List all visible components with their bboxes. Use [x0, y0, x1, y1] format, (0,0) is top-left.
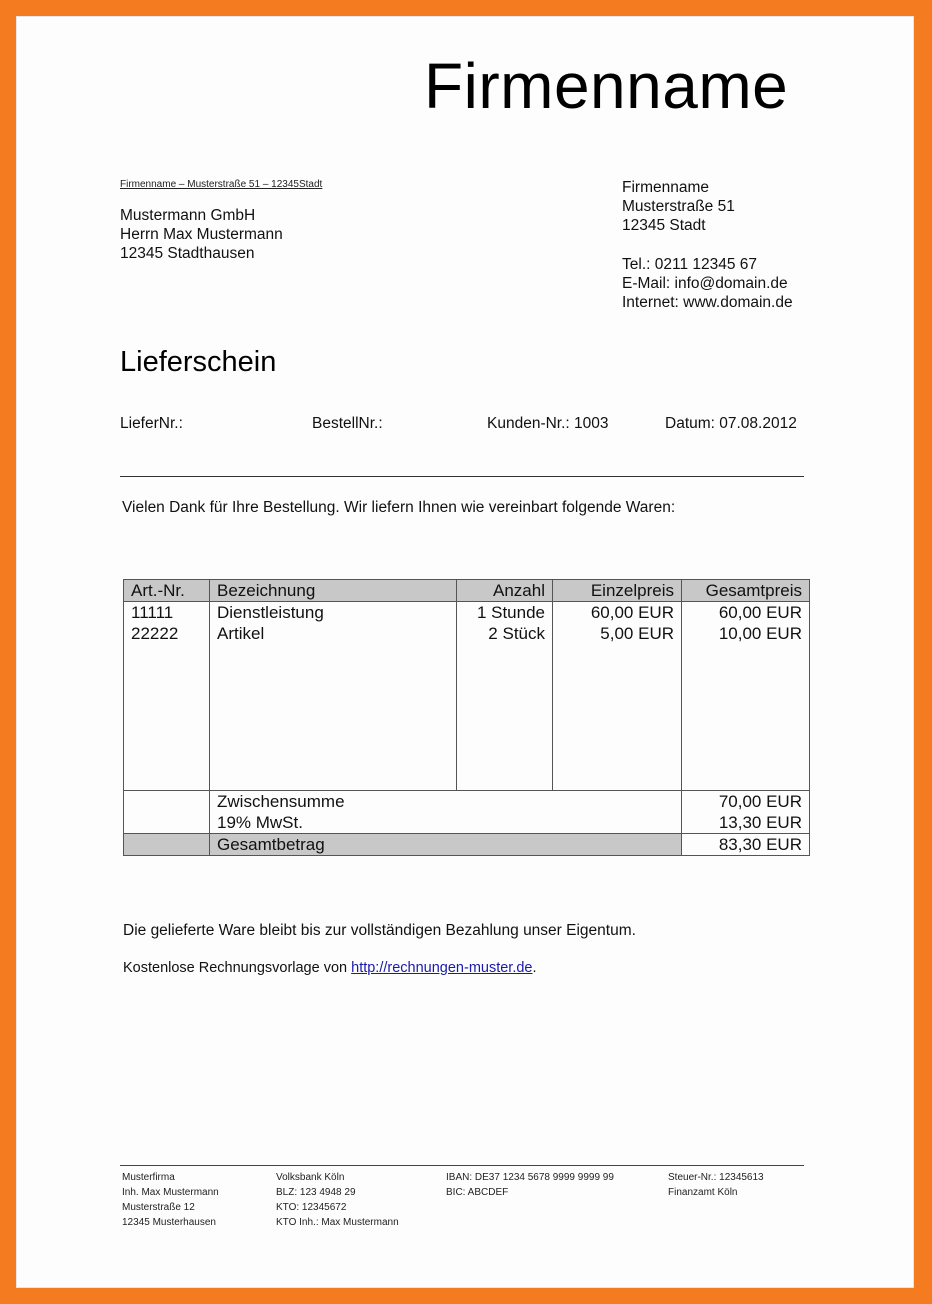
total-label: Gesamtbetrag [210, 834, 682, 856]
table-row [124, 602, 810, 624]
company-website: Internet: www.domain.de [622, 294, 793, 311]
order-number-label: BestellNr.: [312, 415, 383, 432]
footer-company-line: Inh. Max Mustermann [122, 1187, 219, 1198]
header-einzelpreis: Einzelpreis [553, 580, 682, 602]
row2-gesamtpreis: 10,00 EUR [682, 623, 810, 644]
footer-bic-line: BIC: ABCDEF [446, 1187, 509, 1198]
subtotal-value: 70,00 EUR [718, 792, 802, 811]
table-row [124, 623, 810, 644]
footer-bank-line: KTO Inh.: Max Mustermann [276, 1217, 399, 1228]
company-phone: Tel.: 0211 12345 67 [622, 256, 758, 273]
recipient-address [120, 206, 283, 263]
total-value: 83,30 EUR [682, 834, 810, 856]
company-street: Musterstraße 51 [622, 198, 735, 215]
separator-line [120, 476, 804, 477]
row1-einzelpreis: 60,00 EUR [553, 602, 682, 624]
tax-label: 19% MwSt. [217, 813, 303, 832]
company-email: E-Mail: info@domain.de [622, 275, 788, 292]
document-date: Datum: 07.08.2012 [665, 415, 797, 432]
recipient-company: Mustermann GmbH [120, 207, 256, 224]
document-page [16, 16, 914, 1288]
footer-bank-line: BLZ: 123 4948 29 [276, 1187, 356, 1198]
template-note [123, 960, 537, 976]
header-art-nr: Art.-Nr. [124, 580, 210, 602]
recipient-person: Herrn Max Mustermann [120, 226, 283, 243]
row1-anzahl: 1 Stunde [457, 602, 553, 624]
row2-bezeichnung: Artikel [210, 623, 457, 644]
footer-iban-line: IBAN: DE37 1234 5678 9999 9999 99 [446, 1172, 614, 1183]
intro-text: Vielen Dank für Ihre Bestellung. Wir liefern Ihnen wie vereinbart folgende Waren: [122, 499, 676, 516]
total-row [124, 834, 810, 856]
footer-company-line: Musterstraße 12 [122, 1202, 195, 1213]
company-name: Firmenname [622, 179, 709, 196]
company-address [622, 178, 735, 235]
footer-tax-office: Finanzamt Köln [668, 1187, 738, 1198]
footer-bank-line: KTO: 12345672 [276, 1202, 347, 1213]
subtotal-label: Zwischensumme [217, 792, 345, 811]
tax-value: 13,30 EUR [718, 813, 802, 832]
footer-iban [446, 1170, 614, 1200]
document-title: Lieferschein [120, 346, 277, 378]
footer-tax [668, 1170, 764, 1200]
row1-art-nr: 11111 [124, 602, 210, 624]
company-contact [622, 255, 793, 312]
customer-number: Kunden-Nr.: 1003 [487, 415, 609, 432]
subtotal-rows [124, 791, 810, 834]
row1-bezeichnung: Dienstleistung [210, 602, 457, 624]
company-city: 12345 Stadt [622, 217, 706, 234]
delivery-number-label: LieferNr.: [120, 415, 183, 432]
footer-company-line: 12345 Musterhausen [122, 1217, 216, 1228]
footer-company-line: Musterfirma [122, 1172, 175, 1183]
table-empty-space [124, 644, 810, 791]
footer-company [122, 1170, 219, 1230]
table-header-row [124, 580, 810, 602]
items-table [123, 579, 810, 856]
row2-anzahl: 2 Stück [457, 623, 553, 644]
header-anzahl: Anzahl [457, 580, 553, 602]
template-note-suffix: . [532, 960, 537, 976]
template-note-prefix: Kostenlose Rechnungsvorlage von [123, 960, 352, 976]
footer-separator [120, 1165, 804, 1166]
sender-address-line: Firmenname – Musterstraße 51 – 12345Stadt [120, 179, 323, 190]
company-title: Firmenname [424, 50, 789, 122]
header-bezeichnung: Bezeichnung [210, 580, 457, 602]
template-link[interactable]: http://rechnungen-muster.de [351, 960, 533, 976]
row1-gesamtpreis: 60,00 EUR [682, 602, 810, 624]
footer-bank [276, 1170, 399, 1230]
header-gesamtpreis: Gesamtpreis [682, 580, 810, 602]
row2-art-nr: 22222 [124, 623, 210, 644]
ownership-note: Die gelieferte Ware bleibt bis zur vollständigen Bezahlung unser Eigentum. [123, 922, 636, 939]
footer-tax-line: Steuer-Nr.: 12345613 [668, 1172, 764, 1183]
row2-einzelpreis: 5,00 EUR [553, 623, 682, 644]
footer-bank-line: Volksbank Köln [276, 1172, 345, 1183]
recipient-city: 12345 Stadthausen [120, 245, 255, 262]
